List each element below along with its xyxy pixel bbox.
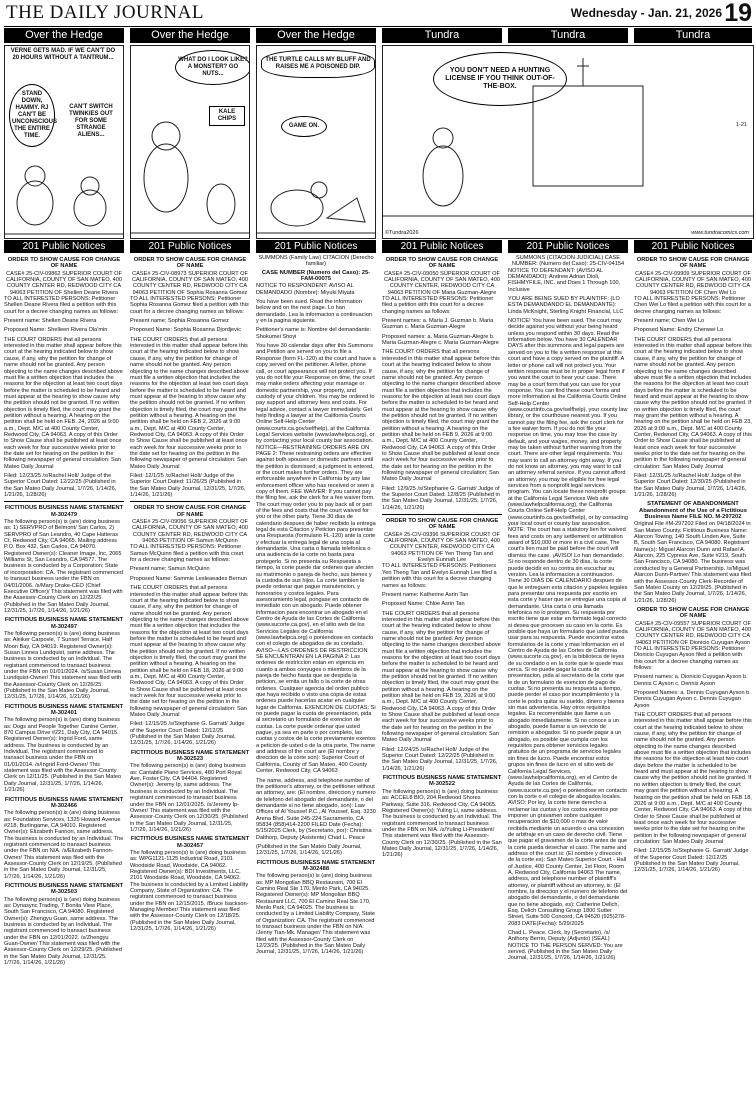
notice-heading: ORDER TO SHOW CAUSE FOR CHANGE OF NAME xyxy=(7,257,121,270)
notice-paragraph: THE COURT ORDERS that all persons interested in this matter shall appear before this court at the hearing indicated below to show cause, if any, why the petition for change of name should not be granted. Any person objecting to the name changes described above must file a written objection that includes the reasons for the objection at least two court days before the matter is scheduled to be heard and must appear at the hearing to show cause why the petition should not be granted. If no written objection is timely filed, the court may grant the petition without a hearing. A hearing on the petition shall be held on FEB. 24, 2026 at 9:00 a.m., Dept. M/C at 400 County Center, Redwood City, CA 94063. A copy of this Order to Show Cause shall be published at least once each week for four successive weeks prior to the date set for hearing on the petition in the following newspaper of general circulation: San Mateo Daily Journal xyxy=(4,336,123,470)
notice-paragraph: You have 30 calendar days after this Summons and Petition are served on you to file a Response (form FL-120) at the court and have a copy served on the petitioner. A letter, phone call, or court appearance will not protect you. If you do not file your Response on time, the court may make orders affecting your marriage or domestic partnership, your property, and custody of your children. You may be ordered to pay support and attorney fees and costs. For legal advice, contact a lawyer immediately. Get help finding a lawyer at the California Courts Online Self-Help Center (www.courts.ca.gov/selfhelp), at the California Legal Services website (www.lawhelpca.org), or by contacting your local county bar association. NOTICE—RESTRAINING ORDERS ARE ON PAGE 2: These restraining orders are effective against both spouses or domestic partners until the petition is dismissed, a judgment is entered, or the court makes further orders. They are enforceable anywhere in California by any law enforcement officer who has received or seen a copy of them. FEE WAIVER: If you cannot pay the filing fee, ask the clerk for a fee waiver form. The court may order you to pay back all or part of the fees and costs that the court waived for you or the other party. Tiene 30 dias de calendario despues de haber recibido la entrega legal de esta Citacion y Peticion para presentar una Respuesta (formulario FL-120) ante la corte y efectuar la entrega legal de una copia al demandante. Una carta o llamada telefonica o una audiencia de la corte no basta para protegerlo. Si no presenta su Respuesta a tiempo, la corte puede dar ordenes que afecten su matrimonio o pareja de hecho, sus bienes y la custodia de sus hijos. La corte tambien le puede ordenar que pague manutencion, y honorarios y costos legales. Para asesoramiento legal, pongase en contacto de inmediato con un abogado. Puede obtener informacion para encontrar un abogado en el Centro de Ayuda de las Cortes de California (www.sucorte.ca.gov), en el sitio web de los Servicios Legales de California (www.lawhelpca.org) o poniendose en contacto con el colegio de abogados de su condado. AVISO—LAS ORDENES DE RESTRICCION SE ENCUENTRAN EN LA PAGINA 2: Las ordenes de restriccion estan en vigencia en cuanto a ambos conyuges o miembros de la pareja de hecho hasta que se despida la peticion, se emita un fallo o la corte de otras ordenes. Cualquier agencia del orden publico que haya recibido o visto una copia de estas ordenes puede hacerlas acatar en cualquier lugar de California. EXENCION DE CUOTAS: Si no puede pagar la cuota de presentacion, pida al secretario un formulario de exencion de cuotas. La corte puede ordenar que usted pague, ya sea en parte o por completo, las cuotas y costos de la corte previamente exentos a peticion de usted o de la otra parte. The name and address of the court are (El nombre y direccion de la corte son): Superior Court of California, County of San Mateo, 400 County Center, Redwood City, CA 94063 xyxy=(256,343,376,775)
notice-paragraph: Filed: 12/15/25 /s/Stephanie G. Garratt/ Judge of the Superior Court Dated: 12/12/25 (Published in the San Mateo Daily Journal, 12/31/25, 1/7/26, 1/14/26, 1/21/26) xyxy=(130,721,245,747)
notice-heading: ORDER TO SHOW CAUSE FOR CHANGE OF NAME xyxy=(133,257,247,270)
notice-paragraph: The following person(s) is (are) doing business as: Dynasync Trading, 7 Bonita View Place, South San Francisco, CA 94080. Registered Owner(s): Zhengyu Guan, same address. The business is conducted by an Individual. The registrant commenced to transact business under the FBN on 12/01/2022. /s/Zhengyu Guan-Owner/ This statement was filed with the Assessor-County Clerk on 12/29/25. (Published in the San Mateo Daily Journal, 12/31/25, 1/7/26, 1/14/26, 1/21/26) xyxy=(4,896,122,967)
notice-case-info: CASE# 25-CIV-09056 SUPERIOR COURT OF CALIFORNIA, COUNTY OF SAN MATEO, 400 COUNTY CENTER RD, REDWOOD CITY CA 94063 PETITION OF Samun McQuinn xyxy=(131,519,249,545)
speech-bubble: THE TURTLE CALLS MY BLUFF AND RAISES ME A POISONED DIP. xyxy=(261,50,375,78)
notice-paragraph: THE COURT ORDERS that all persons interested in this matter shall appear before this court at the hearing indicated below to show cause, if any, why the petition for change of name should not be granted. Any person objecting to the name changes described above must file a written objection that includes the reasons for the objection at least two court days before the matter is scheduled to be heard and must appear at the hearing to show cause why the petition should not be granted. If no written objection is timely filed, the court may grant the petition without a hearing. A hearing on the petition shall be held on FEB 18, 2026 at 9:00 a.m., Dept. M/C at 400 County Center, Redwood City, CA 94063. A copy of this Order to Show Cause shall be published at least once each week for four successive weeks prior to the date set for hearing on the petition in the following newspaper of general circulation: San Mateo Daily Journal xyxy=(130,585,249,719)
notice-paragraph: Chad L. Peace, Clerk, by (Secretario), /s/ Anthony Berrio, Deputy (Adjunto) (SEAL) NOTICE TO THE PERSON SERVED: You are served. (Published in the San Mateo Daily Journal, 12/31/25, 1/7/26, 1/14/26, 1/21/26) xyxy=(508,930,623,962)
notice-paragraph: Proposed Name: Endry Chenwei Lo xyxy=(634,327,724,334)
section-header: 201 Public Notices xyxy=(4,240,124,253)
notice-column xyxy=(634,255,752,1110)
notice-heading: FICTITIOUS BUSINESS NAME STATEMENT M-302457 xyxy=(130,836,250,849)
notice-divider xyxy=(130,501,250,502)
notice-paragraph: The following person(s) is (are) doing business as: Foundation Services, 1325 Howard Avenue #218, Burlingame, CA 94010. Registered Owner(s): Elizabeth Fannon, same address. The business is conducted by an Individual. The registrant commenced to transact business under the FBN on N/A. /s/Elizabeth Fannon-Owner/ This statement was filed with the Assessor-County Clerk on 12/19/25. (Published in the San Mateo Daily Journal, 12/31/25, 1/7/26, 1/14/26, 1/21/26) xyxy=(4,810,124,880)
notice-paragraph: Original File #M-297202 Filed on 04/18/2024 in San Mateo County. Fictitious Business Name: Alarcon Towing, 140 South Linden Ave, Suite B, South San Francisco, CA 94080. Registrant Name(s): Miguel Alarcon Dunn and Rafael A. Alarcon, 225 Cypress Ave, Suite #219, South San Francisco, CA 94080. The business was conducted by a General Partnership. /s/Miguel Alarcon Dunn-Partner/ This statement was filed with the Assessor-County Clerk-Recorder of San Mateo County on 12/29/25. (Published in the San Mateo Daily Journal, 1/7/26, 1/14/26, 1/21/26, 1/28/26) xyxy=(634,521,752,604)
notice-case-info: CASE# 25-CIV-09909 SUPERIOR COURT OF CALIFORNIA, COUNTY OF SAN MATEO, 400 COUNTY CENTER RD, REDWOOD CITY CA 94063 PETITION OF Chen Wei Lo xyxy=(634,270,752,296)
notice-column xyxy=(130,255,250,1110)
notice-paragraph: Present name: Shellen Deane Rivera xyxy=(4,318,97,325)
notice-paragraph: Filed: 12/15/25 /s/Stephanie G. Garratt/ Judge of the Superior Court Dated: 12/12/25 (Published in the San Mateo Daily Journal, 12/31/25, 1/7/26, 1/14/26, 1/21/26) xyxy=(634,848,749,874)
notice-divider xyxy=(4,501,124,502)
speech-bubble: VERNE GETS MAD. IF WE CAN'T DO 20 HOURS WITHOUT A TANTRUM... xyxy=(10,48,116,61)
comic-title-3: Over the Hedge xyxy=(256,28,376,43)
notice-paragraph: Filed: 12/9/25 /s/Stephanie G. Garratt/ Judge of the Superior Court Dated: 12/8/25 (Published in the San Mateo Daily Journal, 12/31/25, 1/7/26, 1/14/26, 1/21/26) xyxy=(382,485,500,511)
notice-divider xyxy=(382,514,502,515)
notice-heading: FICTITIOUS BUSINESS NAME STATEMENT M-302503 xyxy=(4,882,124,896)
notice-paragraph: TO ALL INTERESTED PERSONS: Petitioner Chen Wei Lo filed a petition with this court for a decree changing names as follows: xyxy=(634,296,751,315)
notice-heading: STATEMENT OF ABANDONMENT Abandonment of the Use of a Fictitious Business Name FILE NO. M-297202 xyxy=(639,501,747,521)
section-header: 201 Public Notices xyxy=(130,240,250,253)
speech-bubble: CAN'T SWITCH TWINKIES OUT FOR SOME STRANGE ALIENS... xyxy=(69,104,113,138)
notice-heading: FICTITIOUS BUSINESS NAME STATEMENT M-302497 xyxy=(4,617,124,630)
notice-paragraph: Present name: Samun McQuinn xyxy=(130,566,210,573)
notice-heading: ORDER TO SHOW CAUSE FOR CHANGE OF NAME xyxy=(385,518,499,531)
notice-heading: FICTITIOUS BUSINESS NAME STATEMENT M-302401 xyxy=(4,703,124,717)
notice-paragraph: TO ALL INTERESTED PERSONS: Petitioner filed a petition with this court for a decree changing names as follows: xyxy=(382,296,494,315)
comic-panel-4 xyxy=(382,45,754,239)
comic-title-1: Over the Hedge xyxy=(4,28,124,43)
notice-paragraph: Present name: Katherine Asrin Tan xyxy=(382,591,469,598)
notice-case-info: CASE# 25-CIV-08973 SUPERIOR COURT OF CALIFORNIA, COUNTY OF SAN MATEO, 400 COUNTY CENTER RD, REDWOOD CITY CA 94063 PETITION OF Sophia Rosanna Gomez xyxy=(131,270,249,296)
notice-heading: ORDER TO SHOW CAUSE FOR CHANGE OF NAME xyxy=(636,606,750,620)
notice-paragraph: The following person(s) is (are) doing business as: MP Mongolian BBQ Restaurant, 700 El Camino Real Ste 170, Menlo Park, CA 94025. Registered Owner(s): MP Mongolian BBQ Restaurant LLC, 700 El Camino Real Ste 170, Menlo Park, CA 94025. The business is conducted by a Limited Liability Company, State of Organization: CA. The registrant commenced to transact business under the FBN on N/A. /Jenny Tian-Mk. Manager/ This statement was filed with the Assessor-County Clerk on 12/23/25. (Published in the San Mateo Daily Journal, 12/31/25, 1/7/26, 1/14/26, 1/21/26) xyxy=(256,873,375,956)
notice-paragraph: THE COURT ORDERS that all persons interested in this matter shall appear before this court at the hearing indicated below to show cause, if any, why the petition for change of name should not be granted. Any person objecting to the name changes described above must file a written objection that includes the reasons for the objection at least two court days before the matter is scheduled to be heard and must appear at the hearing to show cause why the petition should not be granted. If no written objection is timely filed, the court may grant the petition without a hearing. A hearing on the petition shall be held on FEB 18, 2026 at 9:00 a.m., Dept. M/C at 400 County Center, Redwood City, CA 94063. A copy of this Order to Show Cause shall be published at least once each week for four successive weeks prior to the date set for hearing on the petition in the following newspaper of general circulation: San Mateo Daily Journal xyxy=(634,712,752,845)
notice-paragraph: Present names: a. Dionicio Cuyugan Ayson b. Dennis C Ayson c. Dennis Ayson xyxy=(634,674,748,687)
notice-paragraph: Proposed Name: Sammie Lesleaeades Bernun xyxy=(130,575,247,582)
comic-copyright: ©Tundra2026 xyxy=(385,230,419,236)
notice-paragraph: The following person(s) is (are) doing business as: Dogs and People Together Canine Center, 870 Campus Drive #221, Daly City, CA 94015. Registered Owner(s): Ingrid Ford, same address. The business is conducted by an Individual. The registrant commenced to transact business under the FBN on 01/01/2014. /s/Ingrid Ford-Owner/ This statement was filed with the Assessor-County Clerk on 12/11/25. (Published in the San Mateo Daily Journal, 12/31/25, 1/7/26, 1/14/26, 1/21/26) xyxy=(4,717,122,794)
notice-heading: FICTITIOUS BUSINESS NAME STATEMENT M-302479 xyxy=(4,505,124,518)
notice-paragraph: Filed: 12/23/25 /s/Rachel Holt/ Judge of the Superior Court Dated: 12/22/25 (Published in the San Mateo Daily Journal, 1/7/26, 1/14/26, 1/21/26, 1/28/26) xyxy=(4,473,117,499)
notice-paragraph: Present name: Chen Wei Lo xyxy=(634,318,705,325)
comic-panel-1 xyxy=(4,45,124,239)
cartoon-hunters-box-illustration xyxy=(383,46,753,236)
notice-paragraph: Petitioner's name is: Nombre del demandante: Shokumei Shoyi xyxy=(256,327,371,340)
notice-paragraph: The following person(s) is (are) doing business as: 1) SERVPRO of Belmont/ San Carlos, 2) SERVPRO of San Leandro, 40 Cape Hatteras Ct, Redwood City, CA 94065. Mailing address P.O. Box 432, San Carlos, CA 94070. Registered Owner(s): Cleaner Image, Inc, 2065 Williams St, San Leandro, CA 94577. The business is conducted by a Corporation; State of incorporation: CA. The registrant commenced to transact business under the FBN on 04/01/2006. /s/Mary Drake-CEO (Chief Executive Officer)/ This statement was filed with the Assessor-County Clerk on 12/22/25. (Published in the San Mateo Daily Journal, 12/31/25, 1/7/26, 1/14/26, 1/21/26) xyxy=(4,519,123,614)
notice-column xyxy=(382,255,502,1110)
notice-paragraph: NOTICE TO RESPONDENT: AVISO AL DEMANDADO (Nombre): Miyuki Miyata xyxy=(256,283,355,296)
comic-panel-2 xyxy=(130,45,250,239)
comic-title-4: Tundra xyxy=(382,28,502,43)
notice-paragraph: NOTICE! You have been sued. The court may decide against you without your being heard unless you respond within 30 days. Read the information below. You have 30 CALENDAR DAYS after this summons and legal papers are served on you to file a written response at this court and have a copy served on the plaintiff. A letter or phone call will not protect you. Your written response must be in proper legal form if you want the court to hear your case. There may be a court form that you can use for your response. You can find these court forms and more information at the California Courts Online Self-Help Center (www.courtinfo.ca.gov/selfhelp), your county law library, or the courthouse nearest you. If you cannot pay the filing fee, ask the court clerk for a fee waiver form. If you do not file your response on time, you may lose the case by default, and your wages, money, and property may be taken without further warning from the court. There are other legal requirements. You may want to call an attorney right away. If you do not know an attorney, you may want to call an attorney referral service. If you cannot afford an attorney, you may be eligible for free legal services from a nonprofit legal services program. You can locate these nonprofit groups at the California Legal Services Web site (www.lawhelpcalifornia.org), the California Courts Online Self-Help Center (www.courtinfo.ca.gov/selfhelp), or by contacting your local court or county bar association. NOTE: The court has a statutory lien for waived fees and costs on any settlement or arbitration award of $10,000 or more in a civil case. The court's lien must be paid before the court will dismiss the case. ¡AVISO! Lo han demandado. Si no responde dentro de 30 dias, la corte puede decidir en su contra sin escuchar su version. Lea la informacion a continuacion. Tiene 30 DIAS DE CALENDARIO despues de que le entreguen esta citacion y papeles legales para presentar una respuesta por escrito en esta corte y hacer que se entregue una copia al demandante. Una carta o una llamada telefonica no lo protegen. Su respuesta por escrito tiene que estar en formato legal correcto si desea que procesen su caso en la corte. Es posible que haya un formulario que usted pueda usar para su respuesta. Puede encontrar estos formularios de la corte y mas informacion en el Centro de Ayuda de las Cortes de California (www.sucorte.ca.gov), en la biblioteca de leyes de su condado o en la corte que le quede mas cerca. Si no puede pagar la cuota de presentacion, pida al secretario de la corte que le de un formulario de exencion de pago de cuotas. Si no presenta su respuesta a tiempo, puede perder el caso por incumplimiento y la corte le podra quitar su sueldo, dinero y bienes sin mas advertencia. Hay otros requisitos legales. Es recomendable que llame a un abogado inmediatamente. Si no conoce a un abogado, puede llamar a un servicio de remision a abogados. Si no puede pagar a un abogado, es posible que cumpla con los requisitos para obtener servicios legales gratuitos de un programa de servicios legales sin fines de lucro. Puede encontrar estos grupos sin fines de lucro en el sitio web de California Legal Services, (www.lawhelpcalifornia.org), en el Centro de Ayuda de las Cortes de California, (www.sucorte.ca.gov) o poniendose en contacto con la corte o el colegio de abogados locales. AVISO: Por ley, la corte tiene derecho a reclamar las cuotas y los costos exentos por imponer un gravamen sobre cualquier recuperacion de $10,000 o mas de valor recibida mediante un acuerdo o una concesion de arbitraje en un caso de derecho civil. Tiene que pagar el gravamen de la corte antes de que la corte pueda desechar el caso. The name and address of the court is: (El nombre y direccion de la corte es): San Mateo Superior Court - Hall of Justice, 400 County Center, 1st Floor, Room A, Redwood City, California 94063 The name, address, and telephone number of plaintiff's attorney, or plaintiff without an attorney, is: (El nombre, la direccion y el numero de telefono del abogado del demandante, o del demandante que no tiene abogado, es): Catherine Delich, Esq. Delich Consulting Group 1800 Sutter Street, Suite 500 Concord, CA 94520 (925)278-2083 DATE(Fecha): 5/29/2025 xyxy=(508,318,628,927)
page-number: 19 xyxy=(724,0,752,27)
issue-date: Wednesday - Jan. 21, 2026 xyxy=(570,6,722,20)
notice-heading: ORDER TO SHOW CAUSE FOR CHANGE OF NAME xyxy=(636,257,750,270)
notice-column xyxy=(508,255,628,1110)
notice-heading: FICTITIOUS BUSINESS NAME STATEMENT M-302522 xyxy=(382,775,502,788)
notice-paragraph: NOTICE TO DEFENDANT: (AVISO AL DEMANDADO): Andrew Adrian Dioli, FISHMYFILE, INC. and Does 1 Through 100, Inclusive xyxy=(508,267,621,293)
notice-heading: FICTITIOUS BUSINESS NAME STATEMENT M-302523 xyxy=(130,749,250,763)
notice-case-info: SUMMONS (CITACION JUDICIAL) CASE NUMBER: (Numero del Caso): 25-CIV-04154 xyxy=(511,255,625,268)
notice-heading: ORDER TO SHOW CAUSE FOR CHANGE OF NAME xyxy=(133,505,247,518)
notice-paragraph: The following person(s) is (are) doing business as: Aleiker Carpovle, 7 Sunset Terrace, Half Moon Bay, CA 94019. Registered Owner(s): Susan Linnea Lundquist, same address. The business is conducted by an Individual. The registrant commenced to transact business under the FBN on 01/01/2024. /s/Susan Linnea Lundquist-Owner/ This statement was filed with the Assessor-County Clerk on 12/26/25. (Published in the San Mateo Daily Journal, 12/31/25, 1/7/26, 1/14/26, 1/21/26) xyxy=(4,630,122,701)
newspaper-title: THE DAILY JOURNAL xyxy=(6,2,204,23)
notice-paragraph: Filed: 12/1/25 /s/Rachel Holt/ Judge of the Superior Court Dated: 11/26/25 (Published in the San Mateo Daily Journal, 12/31/25, 1/7/26, 1/14/26, 1/21/26) xyxy=(130,473,246,499)
notice-paragraph: The following person(s) is (are) doing business as: ACCEL8 BIO, 204 Redwood Shores Parkway, Suite 316, Redwood City, CA 94065. Registered Owner(s): Yuling Li, same address. The business is conducted by an Individual. The registrant commenced to transact business under the FBN on N/A. /s/Yuling Li-President/ This statement was filed with the Assessor-County Clerk on 12/30/25. (Published in the San Mateo Daily Journal, 12/31/25, 1/7/26, 1/14/26, 1/21/26) xyxy=(382,788,502,859)
notice-paragraph: TO ALL INTERESTED PERSONS: Petitioner Dionicio Cuyugan Ayson filed a petition with this court for a decree changing names as follows: xyxy=(634,645,746,671)
cartoon-characters-illustration xyxy=(257,138,375,238)
notice-paragraph: Proposed Names: a. Dennis Cuyugan Ayson b. Dennis Cuyugan Ayson c. Dennis Cuyugan Ayson xyxy=(634,690,751,709)
notice-case-info: SUMMONS (Family Law) CITACION (Derecho familiar) xyxy=(258,255,374,268)
notice-heading: FICTITIOUS BUSINESS NAME STATEMENT M-302466 xyxy=(4,796,124,809)
notice-paragraph: (Published in the San Mateo Daily Journal, 12/31/25, 1/7/26, 1/14/26, 1/21/26) xyxy=(256,843,362,857)
notice-case-info: CASE# 25-CIV-09050 SUPERIOR COURT OF CALIFORNIA, COUNTY OF SAN MATEO, 400 COUNTY CENTER, REDWOOD CITY CA 94063 PETITION OF Maria Guzman-Alegre xyxy=(383,270,501,296)
speech-bubble: STAND DOWN, HAMMY. RJ CAN'T BE UNCONSCIOUS THE ENTIRE TIME. xyxy=(9,84,55,147)
notice-paragraph: TO ALL INTERESTED PERSONS: Petitioners Yen Theng Tan and Evelyn Eunnah Lee filed a petition with this court for a decree changing names as follows: xyxy=(382,563,497,589)
comic-panel-3 xyxy=(256,45,376,239)
section-header: 201 Public Notices xyxy=(256,240,376,253)
masthead xyxy=(4,0,752,27)
notice-paragraph: THE COURT ORDERS that all persons interested in this matter shall appear before this court at the hearing indicated below to show cause, if any, why the petition for change of name should not be granted. Any person objecting to the name changes described above must file a written objection that includes the reasons for the objection at least two court days before the matter is scheduled to be heard and must appear at the hearing to show cause why the petition should not be granted. If no written objection is timely filed, the court may grant the petition without a hearing. A hearing on the petition shall be held on FEB 2, 2026 at 9:00 a.m., Dept. M/C at 400 County Center, Redwood City, CA 94063. A copy of this Order to Show Cause shall be published at least once each week for four successive weeks prior to the date set for hearing on the petition in the following newspaper of general circulation: San Mateo Daily Journal xyxy=(130,336,249,470)
speech-bubble: WHAT DO I LOOK LIKE? A MONSTER? GO NUTS... xyxy=(175,50,250,85)
notice-paragraph: The following person(s) is (are) doing business as: WPG1121-1125 Industrial Road, 2101 Woodside Road, Woodside, CA 94062. Registered Owner(s): BDI Investments, LLC, 2101 Woodside Road, Woodside, CA 94062. The business is conducted by a Limited Liability Company, State of Organization: CA. The registrant commenced to transact business under the FBN on 12/15/2015. /Bruce Isackson-Managing Member/ This statement was filed with the Assessor-County Clerk on 12/18/25. (Published in the San Mateo Daily Journal, 12/31/25, 1/7/26, 1/14/26, 1/21/26) xyxy=(130,849,249,933)
kale-chips-sign: KALE CHIPS xyxy=(209,106,245,126)
section-header: 201 Public Notices xyxy=(382,240,502,253)
notice-paragraph: TO ALL INTERESTED PERSONS: Petitioner Sophia Rosanna Gomez filed a petition with this court for a decree changing names as follows: xyxy=(130,296,249,315)
notice-paragraph: You have been sued. Read the information below and on the next page. Lo han demandado. Lea la informacion a continuacion y en la pagina siguiente. xyxy=(256,299,372,325)
notice-paragraph: Filed: 12/24/25 /s/Rachel Holt/ Judge of the Superior Court Dated: 12/22/25 (Published in the San Mateo Daily Journal, 12/31/25, 1/7/26, 1/14/26, 1/21/26) xyxy=(382,746,498,772)
section-header: 201 Public Notices xyxy=(508,240,628,253)
notice-paragraph: TO ALL INTERESTED PERSONS: Petitioner Samun McQuinn filed a petition with this court for a decree changing names as follows: xyxy=(130,544,244,564)
notice-paragraph: The name, address, and telephone number of the petitioner's attorney, or the petitioner without an attorney, are: (El nombre, direccion y numero de telefono del abogado del demandante, o del demandante si no tiene abogado, son): Law Offices of Al Youssef P.C., Al Youssef, Esq. 3230 Arena Blvd. Suite 245-224 Sacramento, CA 95834 (858)414-2200 FILED Date (Fecha): 5/15/2025 Clerk, by (Secretario, por): Christina Dalthorp, Deputy (Asistente) Chad L. Peace xyxy=(256,777,376,841)
notice-case-info: CASE# 25-CIV-09557 SUPERIOR COURT OF CALIFORNIA, COUNTY OF SAN MATEO, 400 COUNTY CENTER RD, REDWOOD CITY CA 94063 PETITION OF Dionicio Cuyugan Ayson xyxy=(634,620,752,646)
speech-bubble: YOU DON'T NEED A HUNTING LICENSE IF YOU THINK OUT-OF-THE-BOX. xyxy=(433,52,567,106)
notice-case-info: CASE# 25-CIV-09862 SUPERIOR COURT OF CALIFORNIA, COUNTY OF SAN MATEO, 400 COUNTY CENTER RD, REDWOOD CITY CA 94063 PETITION OF Shellen Deane Rivera xyxy=(5,270,123,296)
cartoon-characters-illustration xyxy=(131,108,249,238)
notice-paragraph: THE COURT ORDERS that all persons interested in this matter shall appear before this court at the hearing indicated below to show cause, if any, why the petition for change of name should not be granted. Any person objecting to the name changes described above must file a written objection that includes the reasons for the objection at least two court days before the matter is scheduled to be heard and must appear at the hearing to show cause why the petition should not be granted. If no written objection is timely filed, the court may grant the petition without a hearing. A hearing on the petition shall be held on FEB 23, 2026 at 9:00 a.m., Dept. M/C at 400 County Center, Redwood City, CA 94063. A copy of this Order to Show Cause shall be published at least once each week for four successive weeks prior to the date set for hearing on the petition in the following newspaper of general circulation: San Mateo Daily Journal xyxy=(634,336,752,470)
notice-paragraph: THE COURT ORDERS that all persons interested in this matter shall appear before this court at the hearing indicated below to show cause, if any, why the petition for change of name should not be granted. Any person objecting to the name changes described above must file a written objection that includes the reasons for the objection at least two court days before the matter is scheduled to be heard and must appear at the hearing to show cause why the petition should not be granted. If no written objection is timely filed, the court may grant the petition without a hearing. A hearing on the petition shall be held on FEB 19, 2026 at 9:00 a.m., Dept. M/C at 400 County Center, Redwood City, CA 94063. A copy of this Order to Show Cause shall be published at least once each week for four successive weeks prior to the date set for hearing on the petition in the following newspaper of general circulation: San Mateo Daily Journal xyxy=(382,610,501,744)
notice-paragraph: Filed: 12/31/25 /s/Rachel Holt/ Judge of the Superior Court Dated: 12/30/25 (Published in the San Mateo Daily Journal, 1/7/26, 1/14/26, 1/21/26, 1/28/26) xyxy=(634,473,747,499)
notice-heading: CASE NUMBER (Numero del Caso): 25-FAM-00075 xyxy=(261,269,371,283)
notice-heading: FICTITIOUS BUSINESS NAME STATEMENT M-302488 xyxy=(256,859,376,872)
notice-heading: ORDER TO SHOW CAUSE FOR CHANGE OF NAME xyxy=(385,257,499,270)
notice-paragraph: Present names: a. Maria J. Guzman b. Maria Guzman c. Maria Guzman-Alegre xyxy=(382,318,494,331)
notice-paragraph: The following person(s) is (are) doing business as: Cantabile Piano Services, 480 Port Royal Ave, Foster City, CA 94404. Registered Owner(s): Jeremy Ip, same address. The business is conducted by an Individual. The registrant commenced to transact business under the FBN on 12/01/2025. /s/Jeremy Ip-Owner/ This statement was filed with the Assessor-County Clerk on 12/30/25. (Published in the San Mateo Daily Journal, 12/31/25, 1/7/26, 1/14/26, 1/21/26) xyxy=(130,763,248,833)
notice-paragraph: THE COURT ORDERS that all persons interested in this matter shall appear before this court at the hearing indicated below to show cause, if any, why the petition for change of name should not be granted. Any person objecting to the name changes described above must file a written objection that includes the reasons for the objection at least two court days before the matter is scheduled to be heard and must appear at the hearing to show cause why the petition should not be granted. If no written objection is timely filed, the court may grant the petition without a hearing. A hearing on the petition shall be held on FEB 9, 2026 at 9:00 a.m., Dept. M/C at 400 County Center, Redwood City, CA 94063. A copy of this Order to Show Cause shall be published at least once each week for four successive weeks prior to the date set for hearing on the petition in the following newspaper of general circulation: San Mateo Daily Journal xyxy=(382,349,501,483)
speech-bubble: GAME ON. xyxy=(281,116,327,137)
notice-column xyxy=(256,255,376,1110)
notice-paragraph: YOU ARE BEING SUED BY PLAINTIFF: (LO ESTA DEMANDANDO EL DEMANDANTE): Linda McKnight, Sterling Knight Financial, LLC xyxy=(508,296,624,315)
comic-website: www.tundracomics.com xyxy=(691,230,749,236)
notice-paragraph: Present name: Sophia Rosanna Gomez xyxy=(130,318,229,325)
comic-title-5: Tundra xyxy=(508,28,628,43)
notice-paragraph: Proposed Name: Sophia Rosanna Djordjevic xyxy=(130,327,242,334)
notice-paragraph: Proposed Name: Chloe Asrin Tan xyxy=(382,601,465,608)
notice-paragraph: Proposed names: a. Maria Guzman-Alegre b. Maria Guzman-Alegre c. Maria Guzman-Alegre xyxy=(382,333,499,347)
comic-date: 1-21 xyxy=(735,122,747,128)
notice-case-info: CASE# 25-CIV-09396 SUPERIOR COURT OF CALIFORNIA, COUNTY OF SAN MATEO, 400 COUNTY CENTER, REDWOOD CITY CA 94063 PETITION OF Yen Theng Tan and Evelyn Eunnah Lee xyxy=(383,531,501,564)
section-header: 201 Public Notices xyxy=(634,240,752,253)
notice-paragraph: Proposed Name: Shelleen Rivera Ola'min xyxy=(4,327,108,334)
notice-column xyxy=(4,255,124,1110)
notice-paragraph: TO ALL INTERESTED PERSONS: Petitioner Shellen Deane Rivera filed a petition with this court for a decree changing names as follows: xyxy=(4,296,119,315)
comic-title-6: Tundra xyxy=(634,28,752,43)
comic-title-2: Over the Hedge xyxy=(130,28,250,43)
cartoon-characters-illustration xyxy=(5,148,123,238)
